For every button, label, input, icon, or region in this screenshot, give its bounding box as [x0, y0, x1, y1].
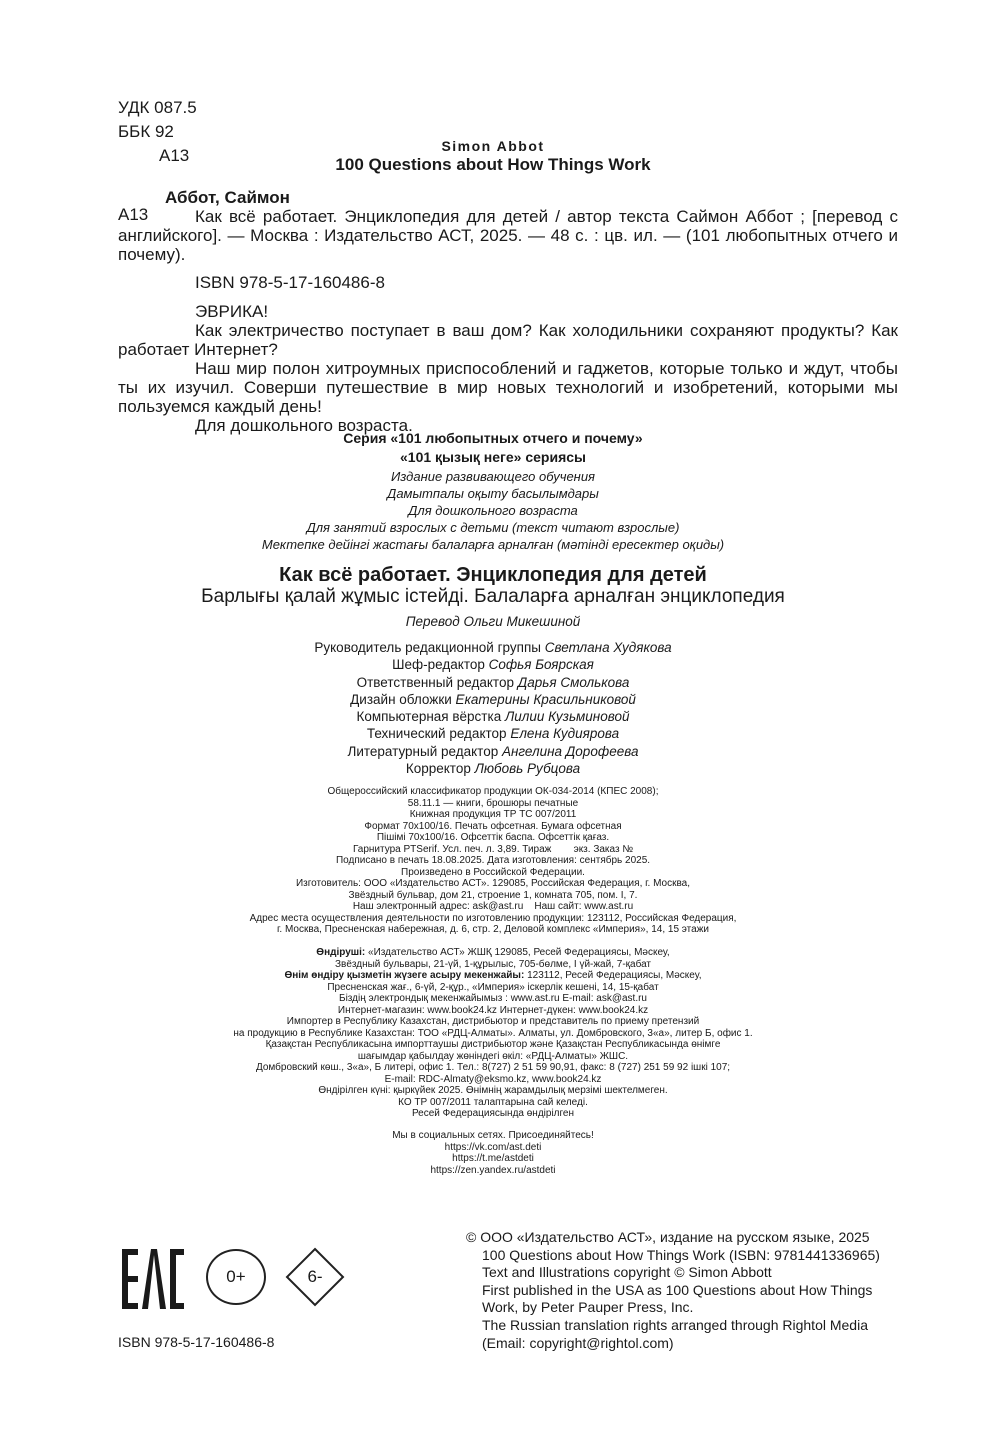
social-link[interactable]: https://zen.yandex.ru/astdeti: [430, 1164, 556, 1176]
imprint-kz: [0, 947, 986, 1120]
imprint-line: Общероссийский классификатор продукции ОК-034-2014 (КПЕС 2008);: [327, 786, 659, 797]
imprint-line: Подписано в печать 18.08.2025. Дата изготовления: сентябрь 2025.: [335, 855, 651, 866]
series-kz: «101 қызық неге» сериясы: [400, 449, 586, 465]
imprint-line: Пішімі 70x100/16. Офсеттік баспа. Офсеттік қағаз.: [376, 832, 610, 843]
bibliographic-record: [118, 188, 898, 435]
series-note: Мектепке дейінгі жастағы балаларға арналған (мәтінді ересектер оқиды): [261, 537, 725, 552]
series-note: Для дошкольного возраста: [408, 503, 578, 518]
imprint-line: шағымдар қабылдау жөніндегі өкіл: «РДЦ-Алматы» ЖШС.: [357, 1050, 629, 1062]
original-title: 100 Questions about How Things Work: [335, 155, 651, 174]
age-rating-circle: 0+: [206, 1249, 266, 1305]
imprint-line: 58.11.1 — книги, брошюры печатные: [407, 797, 579, 809]
imprint-line: Біздің электрондық мекенжайымыз : www.ast.ru E-mail: ask@ast.ru: [339, 993, 647, 1004]
bib-para-1: Как электричество поступает в ваш дом? Как холодильники сохраняют продукты? Как работает Интернет?: [118, 321, 898, 359]
credit-line: Ответственный редактор Дарья Смолькова: [356, 674, 630, 690]
imprint-line: г. Москва, Пресненская набережная, д. 6, стр. 2, Деловой комплекс «Империя», 14, 15 этажи: [277, 924, 709, 935]
imprint-line: Формат 70x100/16. Печать офсетная. Бумага офсетная: [364, 820, 622, 832]
bbk-code: ББК 92: [118, 122, 174, 141]
imprint-line: Өндіруші: «Издательство АСТ» ЖШҚ 129085, Ресей Федерациясы, Мәскеу,: [316, 947, 670, 958]
copyright-line: (Email: copyright@rightol.com): [482, 1334, 674, 1351]
bib-age: Для дошкольного возраста.: [195, 416, 413, 435]
imprint-line: Наш электронный адрес: ask@ast.ru Наш сайт: www.ast.ru: [352, 901, 634, 912]
imprint-line: Звёздный бульвары, 21-үй, 1-құрылыс, 705-бөлме, I үй-жай, 7-қабат: [334, 958, 652, 970]
series-note: Дамытпалы оқыту басылымдары: [387, 486, 599, 501]
copyright-line: The Russian translation rights arranged through Rightol Media: [482, 1316, 868, 1333]
udk-code: УДК 087.5: [118, 98, 197, 117]
original-author: Simon Abbot: [441, 138, 545, 154]
imprint-line: Қазақстан Республикасына импорттаушы дистрибьютор және Қазақстан Республикасында өнімге: [265, 1039, 721, 1050]
copyright-line: 100 Questions about How Things Work (ISBN: 9781441336965): [482, 1246, 880, 1263]
copyright-block: [466, 1229, 942, 1352]
imprint-line: на продукцию в Республике Казахстан: ТОО «РДЦ-Алматы». Алматы, ул. Домбровского, 3«а», литер Б, офис 1.: [233, 1027, 753, 1039]
series-note: Издание развивающего обучения: [390, 469, 596, 484]
social-link[interactable]: https://vk.com/ast.deti: [444, 1141, 542, 1153]
copyright-line: Work, by Peter Pauper Press, Inc.: [482, 1299, 694, 1316]
imprint-line: Звёздный бульвар, дом 21, строение 1, комната 705, пом. I, 7.: [348, 889, 638, 901]
imprint-line: Интернет-магазин: www.book24.kz Интернет-дүкен: www.book24.kz: [337, 1004, 649, 1016]
author-mark-side: А13: [118, 205, 149, 224]
bib-isbn: ISBN 978-5-17-160486-8: [195, 273, 385, 292]
kz-title: Барлығы қалай жұмыс істейді. Балаларға арналған энциклопедия: [201, 586, 785, 607]
imprint-line: Изготовитель: ООО «Издательство АСТ». 129085, Российская Федерация, г. Москва,: [295, 878, 691, 889]
bib-description: Как всё работает. Энциклопедия для детей / автор текста Саймон Аббот ; [перевод с английского]. — Москва : Издательство АСТ, 2025. — 48 с. : цв. ил. — (101 любопытных отчего и почему).: [118, 207, 898, 264]
bib-eureka: ЭВРИКА!: [195, 302, 269, 321]
copyright-line: © ООО «Издательство АСТ», издание на русском языке, 2025: [466, 1229, 870, 1245]
credit-line: Литературный редактор Ангелина Дорофеева: [347, 743, 639, 759]
copyright-line: First published in the USA as 100 Questions about How Things: [482, 1281, 873, 1298]
series-note: Для занятий взрослых с детьми (текст читают взрослые): [306, 520, 680, 535]
imprint-line: Пресненская жағ., 6-үй, 2-құр., «Империя» іскерлік кешені, 14, 15-қабат: [327, 981, 659, 993]
translator: Перевод Ольги Микешиной: [405, 614, 581, 629]
social-block: [0, 1130, 986, 1176]
bib-para-2: Наш мир полон хитроумных приспособлений и гаджетов, которые только и ждут, чтобы ты их изучил. Соверши путешествие в мир новых технологий и изобретений, которыми мы пользуемся каждый день!: [118, 359, 898, 416]
bib-author: Аббот, Саймон: [165, 188, 290, 207]
imprint-line: Ресей Федерациясында өндірілген: [411, 1108, 575, 1119]
imprint-line: Книжная продукция ТР ТС 007/2011: [409, 809, 577, 820]
series-notes: [0, 468, 986, 553]
imprint-line: Произведено в Российской Федерации.: [401, 866, 585, 878]
credit-line: Руководитель редакционной группы Светлана Худякова: [314, 640, 672, 655]
imprint-line: E-mail: RDC-Almaty@eksmo.kz, www.book24.kz: [384, 1073, 602, 1085]
credit-line: Дизайн обложки Екатерины Красильниковой: [350, 691, 636, 707]
imprint-line: Өнім өндіру қызметін жүзеге асыру мекенжайы: 123112, Ресей Федерациясы, Мәскеу,: [284, 970, 702, 981]
credit-line: Корректор Любовь Рубцова: [405, 761, 581, 777]
social-heading: Мы в социальных сетях. Присоединяйтесь!: [392, 1130, 594, 1141]
imprint-line: Домбровский көш., 3«а», Б литері, офис 1. Тел.: 8(727) 2 51 59 90,91, факс: 8 (727) 251 59 92 ішкі 107;: [255, 1062, 731, 1073]
imprint-line: Адрес места осуществления деятельности по изготовлению продукции: 123112, Российская Федерация,: [249, 912, 737, 924]
social-link[interactable]: https://t.me/astdeti: [452, 1153, 534, 1164]
bottom-isbn: ISBN 978-5-17-160486-8: [118, 1334, 275, 1350]
credits: [0, 639, 986, 777]
imprint-ru: [0, 786, 986, 936]
age-rating-diamond: [285, 1247, 345, 1307]
copyright-line: Text and Illustrations copyright © Simon Abbott: [482, 1264, 772, 1281]
series-ru: Серия «101 любопытных отчего и почему»: [343, 430, 643, 446]
author-mark: А13: [159, 146, 190, 165]
credit-line: Технический редактор Елена Кудиярова: [366, 726, 620, 742]
credit-line: Шеф-редактор Софья Боярская: [392, 657, 594, 673]
diamond-label: 6-: [307, 1267, 323, 1286]
imprint-line: Импортер в Республику Казахстан, дистрибьютор и представитель по приему претензий: [286, 1016, 700, 1027]
imprint-line: Гарнитура PTSerif. Усл. печ. л. 3,89. Тираж экз. Заказ №: [352, 843, 634, 855]
credit-line: Компьютерная вёрстка Лилии Кузьминовой: [356, 709, 630, 725]
eac-mark-icon: [120, 1247, 184, 1311]
imprint-line: КО ТР 007/2011 талаптарына сай келеді.: [398, 1096, 588, 1108]
imprint-line: Өндірілген күні: қыркүйек 2025. Өнімнің жарамдылық мерзімі шектелмеген.: [318, 1085, 668, 1096]
main-title: Как всё работает. Энциклопедия для детей: [279, 564, 707, 586]
